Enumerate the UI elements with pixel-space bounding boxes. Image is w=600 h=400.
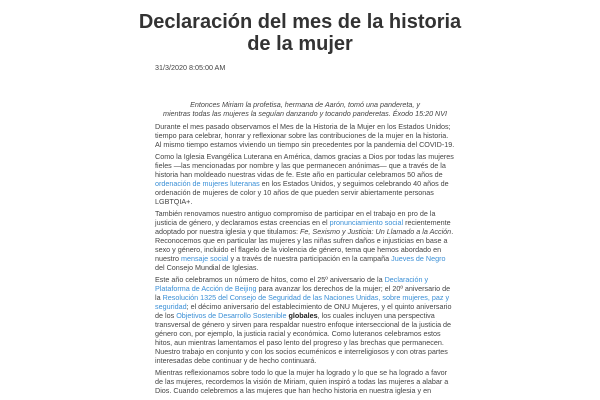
article-body bbox=[155, 100, 455, 398]
text-line bbox=[155, 188, 455, 197]
text-segment: hitos, aun mientras lamentamos el paso lento del progreso y las brechas que permanecen. bbox=[155, 338, 444, 347]
text-segment: transversal de género y sirven para respaldar nuestro enfoque interseccional de la justicia de bbox=[155, 320, 452, 329]
title-line-1: Declaración del mes de la historia bbox=[138, 11, 462, 33]
text-line bbox=[155, 263, 455, 272]
text-line bbox=[155, 386, 455, 395]
text-segment: del Consejo Mundial de Iglesias. bbox=[155, 263, 259, 272]
paragraph bbox=[155, 368, 455, 395]
text-line bbox=[155, 329, 455, 338]
inline-link[interactable]: seguridad bbox=[155, 302, 187, 311]
inline-link[interactable]: Resolución 1325 del Consejo de Seguridad de las Naciones Unidas, sobre mujeres, paz y bbox=[162, 293, 450, 302]
text-line bbox=[155, 161, 455, 170]
text-line bbox=[155, 245, 455, 254]
text-line bbox=[155, 109, 455, 118]
text-line bbox=[155, 368, 455, 377]
text-line bbox=[155, 377, 455, 386]
text-line bbox=[155, 197, 455, 206]
text-segment: interesadas debe continuar y de hecho continuará. bbox=[155, 356, 317, 365]
text-segment: , los cuales incluyen una perspectiva bbox=[317, 311, 435, 320]
text-segment: en los Estados Unidos, y seguimos celebrando 40 años de bbox=[259, 179, 449, 188]
text-line bbox=[155, 100, 455, 109]
inline-link[interactable]: Declaración y bbox=[384, 275, 429, 284]
text-line bbox=[155, 227, 455, 236]
text-segment: y a través de nuestra participación en la campaña bbox=[228, 254, 392, 263]
text-line bbox=[155, 320, 455, 329]
title-line-2: de la mujer bbox=[247, 33, 353, 55]
text-line bbox=[155, 275, 455, 284]
text-segment: . bbox=[451, 227, 454, 236]
text-segment: adoptado por nuestra iglesia y que titulamos: bbox=[155, 227, 301, 236]
text-line bbox=[155, 236, 455, 245]
page-title bbox=[0, 11, 600, 55]
text-segment: Durante el mes pasado observamos el Mes de la Historia de la Mujer en los Estados Unidos; bbox=[155, 122, 451, 131]
inline-link[interactable]: Jueves de Negro bbox=[391, 254, 446, 263]
text-line bbox=[155, 302, 455, 311]
text-segment: de las mujeres, recordemos la visión de Miriam, quien inspiró a todas las mujeres a alabar a bbox=[155, 377, 449, 386]
text-segment: Entonces Miriam la profetisa, hermana de Aarón, tomó una pandereta, y bbox=[190, 100, 420, 109]
text-segment: globales bbox=[286, 311, 318, 320]
text-segment: sexo y género, incluido el flagelo de la violencia de género, tema que hemos abordado en bbox=[155, 245, 442, 254]
text-segment: mientras todas las mujeres la seguían danzando y tocando panderetas. Éxodo 15:20 NVI bbox=[162, 109, 448, 118]
text-line bbox=[155, 293, 455, 302]
text-segment: recientemente bbox=[403, 218, 451, 227]
inline-link[interactable]: mensaje social bbox=[180, 254, 229, 263]
text-segment: justicia de género, y declaramos estas creencias en el bbox=[155, 218, 330, 227]
inline-link[interactable]: pronunciamiento social bbox=[329, 218, 404, 227]
text-segment: historia han moldeado nuestras vidas de fe. Este año en particular celebramos 50 años de bbox=[155, 170, 443, 179]
text-line bbox=[155, 218, 455, 227]
text-segment: Nuestro trabajo en conjunto y con los socios ecuménicos e interreligiosos y con otras partes bbox=[155, 347, 448, 356]
paragraph bbox=[155, 152, 455, 206]
text-line bbox=[155, 254, 455, 263]
paragraph bbox=[155, 122, 455, 149]
inline-link[interactable]: Plataforma de Acción de Beijing bbox=[155, 284, 257, 293]
text-line bbox=[155, 284, 455, 293]
text-segment: la bbox=[155, 293, 163, 302]
text-segment: Mientras reflexionamos sobre todo lo que la mujer ha logrado y lo que se ha logrado a favor bbox=[155, 368, 448, 377]
text-line bbox=[155, 122, 455, 131]
text-line bbox=[155, 179, 455, 188]
text-line bbox=[155, 152, 455, 161]
paragraph bbox=[155, 275, 455, 365]
inline-link[interactable]: ordenación de mujeres luteranas bbox=[155, 179, 260, 188]
text-segment: Reconocemos que en particular las mujeres y las niñas sufren daños e injusticias en base a bbox=[155, 236, 448, 245]
text-segment: Dios. Cuando celebremos a las mujeres que han hecho historia en nuestra iglesia y en bbox=[155, 386, 432, 395]
scripture-quote bbox=[155, 100, 455, 118]
text-segment: Este año celebramos un número de hitos, como el 25º aniversario de la bbox=[155, 275, 385, 284]
text-line bbox=[155, 140, 455, 149]
post-date: 31/3/2020 8:05:00 AM bbox=[155, 63, 226, 72]
text-segment: para avanzar los derechos de la mujer; el 20º aniversario de bbox=[256, 284, 451, 293]
text-segment: tiempo para celebrar, honrar y reflexionar sobre las contribuciones de la mujer en la historia. bbox=[155, 131, 449, 140]
text-segment: nuestro bbox=[155, 254, 181, 263]
text-line bbox=[155, 356, 455, 365]
text-segment: fieles —las mencionadas por nombre y las que permanecen anónimas— que a través de la bbox=[155, 161, 446, 170]
text-line bbox=[155, 338, 455, 347]
text-line bbox=[155, 170, 455, 179]
text-segment: Al mismo tiempo estamos viviendo un tiempo sin precedentes por la pandemia del COVID-19. bbox=[155, 140, 455, 149]
text-line bbox=[155, 347, 455, 356]
text-segment: género con, por ejemplo, la justicia racial y económica. Como luteranos celebramos estos bbox=[155, 329, 441, 338]
text-segment: de los bbox=[155, 311, 177, 320]
text-segment: ordenación de mujeres de color y 10 años de que pueden servir abiertamente personas bbox=[155, 188, 434, 197]
text-line bbox=[155, 311, 455, 320]
text-line bbox=[155, 131, 455, 140]
text-line bbox=[155, 209, 455, 218]
text-segment: LGBTQIA+. bbox=[155, 197, 193, 206]
paragraph bbox=[155, 209, 455, 272]
inline-link[interactable]: Objetivos de Desarrollo Sostenible bbox=[176, 311, 287, 320]
text-segment: ; el décimo aniversario del establecimiento de ONU Mujeres, y el quinto aniversario bbox=[186, 302, 452, 311]
text-segment: Como la Iglesia Evangélica Luterana en América, damos gracias a Dios por todas las mujeres bbox=[155, 152, 454, 161]
text-segment: Fe, Sexismo y Justicia: Un Llamado a la Acción bbox=[300, 227, 452, 236]
text-segment: También renovamos nuestro antiguo compromiso de participar en el trabajo en pro de la bbox=[155, 209, 436, 218]
